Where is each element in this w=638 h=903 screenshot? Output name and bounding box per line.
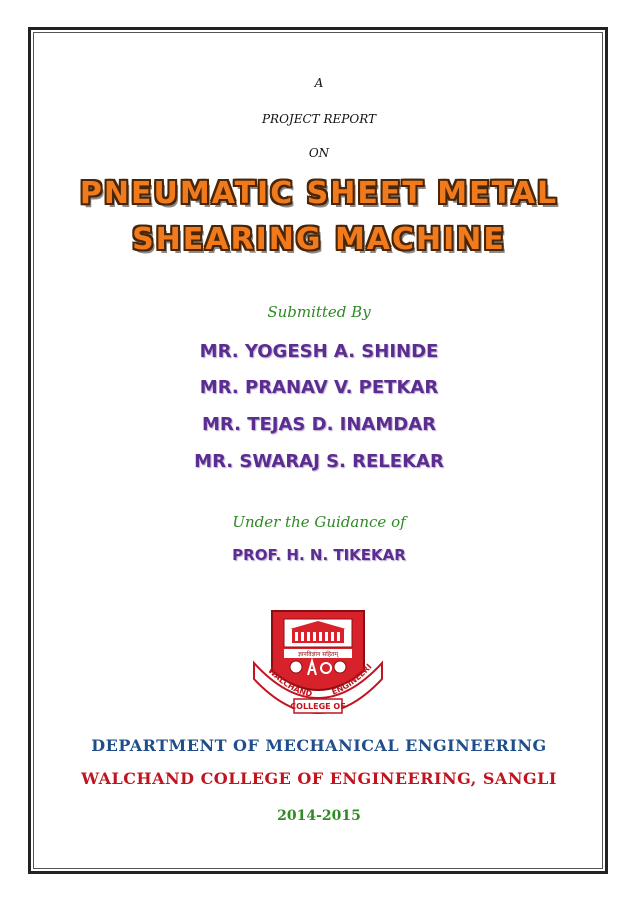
title-line-2: SHEARING MACHINE (132, 222, 506, 257)
student-name-3: MR. TEJAS D. INAMDAR (201, 414, 437, 435)
compass-icon (290, 661, 302, 673)
submitted-by-label: Submitted By (267, 303, 371, 321)
logo-motto: ज्ञानविज्ञान सहितम् (297, 651, 339, 658)
gear-icon (334, 661, 346, 673)
college-logo-graphic (250, 605, 386, 723)
department-name: DEPARTMENT OF MECHANICAL ENGINEERING (91, 736, 547, 755)
guide-name: PROF. H. N. TIKEKAR (232, 546, 406, 564)
header-line-on: ON (308, 146, 330, 160)
logo-ribbon-left: WALCHAND (266, 665, 313, 699)
logo-ribbon-middle: COLLEGE OF (290, 702, 346, 711)
header-line-a: A (314, 76, 324, 90)
academic-year: 2014-2015 (277, 808, 361, 824)
logo-ribbon-right: ENGINEERI (330, 662, 374, 697)
guidance-label: Under the Guidance of (232, 513, 406, 531)
student-name-4: MR. SWARAJ S. RELEKAR (194, 451, 444, 472)
college-logo (250, 605, 386, 723)
student-name-2: MR. PRANAV V. PETKAR (199, 377, 439, 398)
title-line-1: PNEUMATIC SHEET METAL (79, 176, 559, 211)
student-name-1: MR. YOGESH A. SHINDE (199, 341, 439, 362)
header-line-project-report: PROJECT REPORT (261, 112, 377, 126)
college-name: WALCHAND COLLEGE OF ENGINEERING, SANGLI (81, 769, 557, 788)
